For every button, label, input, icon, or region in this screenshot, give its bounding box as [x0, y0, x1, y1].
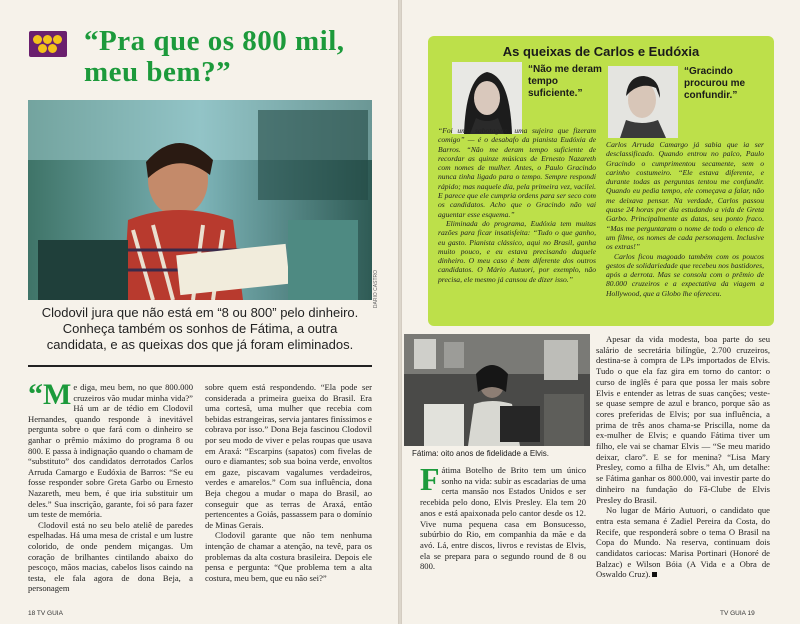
carlos-photo-image [608, 66, 678, 138]
dropcap-quote: “ [28, 378, 43, 411]
left-column-2 [205, 382, 372, 583]
article-headline: “Pra que os 800 mil, meu bem?” [84, 25, 345, 88]
col2-paragraph-2: Clodovil garante que não tem nenhuma intenção de chamar a atenção, na tevê, para os problemas da alta costura brasileira. Depois ele pensa e pergunta: “Que problema tem a alta costura, meu bem, que eu não sei?” [205, 530, 372, 583]
carlos-portrait [608, 66, 678, 138]
carlos-quote: “Gracindo procurou me confundir.” [684, 66, 746, 101]
fatima-caption: Fátima: oito anos de fidelidade a Elvis. [412, 449, 549, 458]
col1-paragraph-2: Clodovil está no seu belo ateliê de paredes espelhadas. Há uma mesa de cristal e um lustre colorido, de onde pendem miçangas. Um coração de brilhantes cintilando abaixo do pescoço, mãos macias, cabelos lisos caindo na testa, ele fala agora de dona Beja, a personagem [28, 519, 193, 594]
article-subhead: Clodovil jura que não está em “8 ou 800” pelo dinheiro. Conheça também os sonhos de Fátima, a outra candidata, e as queixas dos que já foram eliminados. [41, 305, 359, 352]
eudoxia-paragraph-2: Eliminada do programa, Eudóxia tem muitas razões para ficar insatisfeita: “Tudo o que ganho, eu gasto. Pianista clássico, aqui no Brasil, ganha muito pouco, e eu estava precisando daquele dinheiro. O meu caso é bem diferente dos outros candidatos. O Mário Autuori, por exemplo, não precisa, ele mesmo já cansou de dizer isso.” [438, 218, 596, 284]
col1-text: e diga, meu bem, no que 800.000 cruzeiros vão mudar minha vida?” Há um ar de tédio em Clodovil Hernandes, quando responde à inevitável pergunta sobre o que fará com o dinheiro se ganhar o prêmio máximo do programa 8 ou 800. E passa à indignação quando o chamam de “substituto” dos candidatos derrotados Carlos Arruda Camargo e Eudóxia de Barros: “Se eu fosse responder sobre Greta Garbo ou Ernesto Nazareth, meu bem, é que iria substituir um deles.” Sua inscrição, garante, foi só para fazer um teste de memória. [28, 382, 193, 520]
carlos-column [606, 140, 764, 298]
divider-rule [28, 365, 372, 367]
fatima-paragraph-1 [420, 461, 586, 572]
end-of-article-mark [652, 572, 657, 577]
clodovil-photo [28, 100, 372, 300]
fatima-text: átima Botelho de Brito tem um único sonho na vida: subir as escadarias de uma certa mansão nos Estados Unidos e ser recebida pelo dono, Elvis Presley. Ela tem 20 anos e está apaixonada pelo cantor desde os 12. Vive numa pequena casa em Bonsucesso, subúrbio do Rio, em companhia da mãe e da avó. Lá, entre discos, livros e revistas de Elvis, ela se prepara para o segundo round de 8 ou 800. [420, 465, 586, 572]
eudoxia-photo-image [452, 62, 522, 134]
eudoxia-portrait [452, 62, 522, 134]
col1-paragraph-1 [28, 378, 193, 520]
sidebar-title: As queixas de Carlos e Eudóxia [502, 44, 700, 59]
candidates-text: No lugar de Mário Autuori, o candidato que entra esta semana é Zadiel Pereira da Costa, do Recife, que responderá sobre o tema O Brasil na Copa do Mundo. Na reserva, continuam dois candidatos cariocas: Marisa Portinari (Honoré de Balzac) e Wilson Bóia (A Vida e a Obra de Oswaldo Cruz). [596, 505, 770, 580]
fatima-paragraph-3 [596, 505, 770, 580]
eudoxia-paragraph-1: “Foi uma sabotagem, uma sujeira que fizeram comigo” — é o desabafo da pianista Eudóxia de Barros. “Não me deram tempo suficiente de recordar as quinze músicas de Ernesto Nazareth com nomes de mulher. Antes, o Paulo Gracindo nunca tinha ligado para o tempo. Sempre respondi rápido; mas naquele dia, pela primeira vez, vacilei. E parece que ele cumpria ordens para ser seco com os candidatos. Acho que o Gracindo não vai aguentar esse esquema.” [438, 126, 596, 219]
dropcap-f: F [420, 461, 440, 497]
dropcap-m [28, 378, 72, 411]
eudoxia-column [438, 126, 596, 284]
eudoxia-quote: “Não me deram tempo suficiente.” [528, 64, 602, 99]
carlos-paragraph-2: Carlos ficou magoado também com os poucos gestos de solidariedade que recebeu nos bastidores, após a derrota. Mas se consola com o prêmio de 80.000 cruzeiros e a expectativa da viagem a Hollywood, que a Globo lhe ofereceu. [606, 251, 764, 298]
clodovil-photo-image [28, 100, 372, 300]
photo-credit: DARIO CASTRO [373, 270, 379, 309]
dropcap-letter: M [43, 378, 72, 411]
fatima-photo [404, 334, 590, 446]
left-folio: 18 TV GUIA [28, 610, 63, 617]
left-column-1 [28, 378, 193, 594]
right-folio: TV GUIA 19 [720, 610, 755, 617]
tv-guia-logo-icon [29, 31, 67, 57]
fatima-photo-image [404, 334, 590, 446]
right-column-1 [420, 461, 586, 572]
right-column-2 [596, 334, 770, 580]
carlos-paragraph-1: Carlos Arruda Camargo já sabia que ia ser desclassificado. Quando entrou no palco, Paulo Gracindo o cumprimentou secamente, sem o carinho costumeiro. “Ele estava diferente, e durante todas as perguntas tentou me confundir. Quando eu pedia tempo, ele começava a falar, não me deixava pensar. Na verdade, Carlos passou quase 24 horas por dia estudando a vida de Greta Garbo. Principalmente as datas, seu ponto fraco. “Mas me perguntaram o nome de todo o elenco de um filme, os nomes de cada personagem. Inclusive os extras!” [606, 140, 764, 252]
fatima-paragraph-2: Apesar da vida modesta, boa parte do seu salário de secretária bilíngüe, 2.700 cruzeiros, destina-se à compra de LPs importados de Elvis. Tudo o que ela faz gira em torno do cantor: o curso de inglês é para que possa ler mais sobre Elvis e entender as letras de suas canções; veste-se quase sempre de azul e branco, porque são as cores preferidas de Elvis; por sua influência, a prima de três anos chama-se Priscilla, nome da ex-mulher de Elvis; e quando Fátima tiver um filho, ele vai se chamar Elvis — “Se meu marido deixar, claro”. E se for menina? “Lisa Mary Presley, como a filha de Elvis.” Ah, um detalhe: se Fátima ganhar os 800.000, vai investir parte do dinheiro na fundação do Fã-Clube de Elvis Presley do Brasil. [596, 334, 770, 505]
col2-paragraph-1: sobre quem está respondendo. “Ela pode ser considerada a primeira gueixa do Brasil. Era uma cortesã, uma mulher que recebia com bebidas estrangeiras, servia jantares finíssimos e cobrava por isso.” Dona Beja fascinou Clodovil por seu modo de viver e pelas roupas que usava em Araxá: “Escarpins (sapatos) com fivelas de ouro e diamantes; sob sua boina verde, envoltos em gaze, piscavam vagalumes verdadeiros, verdes e amarelos.” Com sua influência, dona Beja chegou a mudar o mapa do Brasil, ao conseguir que as terras de Araxá, então pertencentes a Goiás, passassem para o domínio de Minas Gerais. [205, 382, 372, 530]
